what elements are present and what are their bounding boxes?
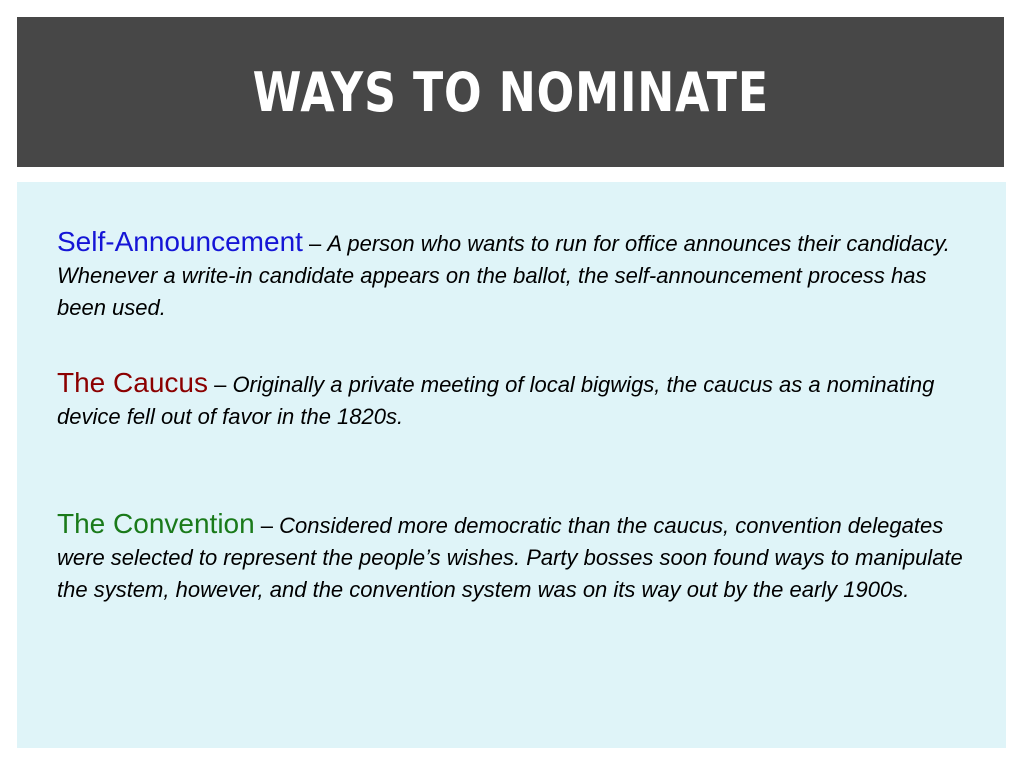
entry-term: The Caucus xyxy=(57,367,208,398)
entry-dash: – xyxy=(302,231,328,256)
entry-dash: – xyxy=(207,372,233,397)
title-bar xyxy=(17,17,1004,167)
entry-description: Originally a private meeting of local bigwigs, the caucus as a nominating device fell out of favor in the 1820s. xyxy=(57,372,935,429)
entry-caucus xyxy=(57,367,977,433)
slide-title: WAYS TO NOMINATE xyxy=(252,60,769,124)
entry-convention xyxy=(57,508,977,606)
entry-dash: – xyxy=(254,513,280,538)
entry-description: Considered more democratic than the caucus, convention delegates were selected to represent the people’s wishes. Party bosses soon found ways to manipulate the system, however, and the convention system was on its way out by the early 1900s. xyxy=(57,513,963,602)
entry-term: Self-Announcement xyxy=(57,226,303,257)
entry-self-announcement xyxy=(57,226,977,324)
entry-description: A person who wants to run for office announces their candidacy. Whenever a write-in candidate appears on the ballot, the self-announcement process has been used. xyxy=(57,231,950,320)
entry-term: The Convention xyxy=(57,508,255,539)
content-panel xyxy=(17,182,1006,748)
